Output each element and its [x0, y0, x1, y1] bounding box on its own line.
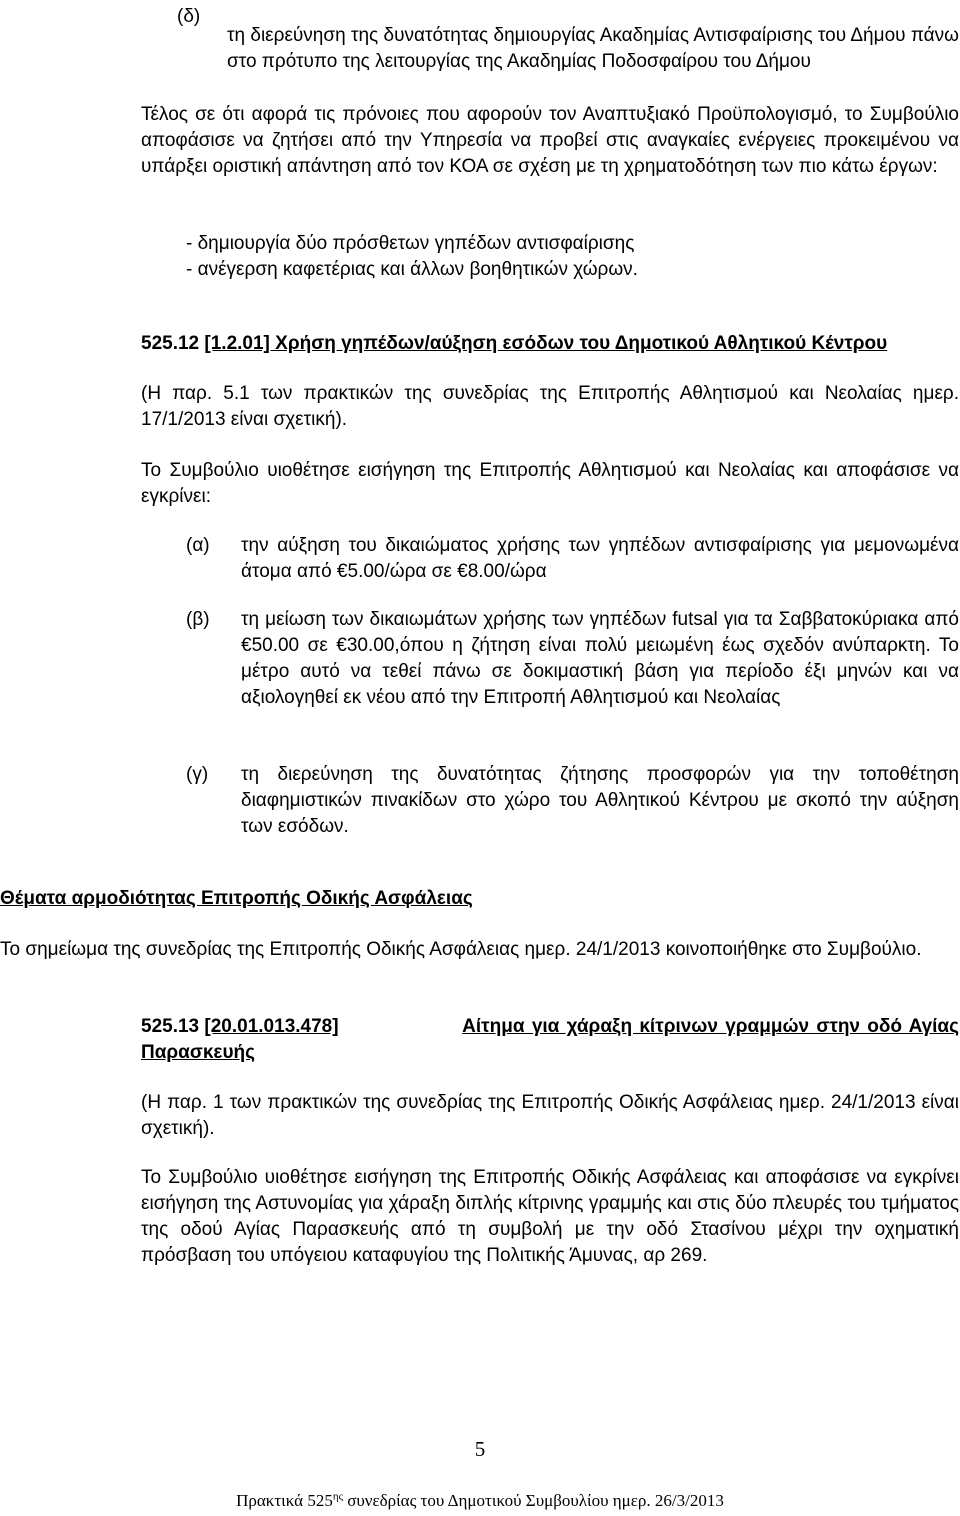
item-alpha-text: την αύξηση του δικαιώματος χρήσης των γηπέδων αντισφαίρισης για μεμονωμένα άτομα από €5.00/ώρα σε €8.00/ώρα	[241, 535, 959, 582]
item-delta-text: τη διερεύνηση της δυνατότητας δημιουργίας Ακαδημίας Αντισφαίρισης του Δήμου πάνω στο πρότυπο της λειτουργίας της Ακαδημίας Ποδοσφαίρου του Δήμου	[227, 25, 959, 72]
page-number: 5	[474, 1437, 486, 1461]
section-525-13-title-line1: Αίτημα για χάραξη κίτρινων γραμμών στην οδό Αγίας	[462, 1016, 959, 1037]
item-gamma-marker: (γ)	[186, 764, 209, 785]
section-525-12-heading: 525.12 [1.2.01] Χρήση γηπέδων/αύξηση εσόδων του Δημοτικού Αθλητικού Κέντρου	[141, 333, 888, 354]
item-alpha-marker: (α)	[186, 535, 210, 556]
section-525-13-heading	[141, 1014, 959, 1066]
road-safety-note: Το σημείωμα της συνεδρίας της Επιτροπής Οδικής Ασφάλειας ημερ. 24/1/2013 κοινοποιήθηκε στο Συμβούλιο.	[0, 939, 922, 960]
budget-bullet-2: - ανέγερση καφετέριας και άλλων βοηθητικών χώρων.	[186, 259, 638, 280]
page-footer: Πρακτικά $525^{\eta\varsigma}$ συνεδρίας του Δημοτικού Συμβουλίου ημερ. 26/3/2013	[236, 1490, 724, 1510]
development-budget-paragraph: Τέλος σε ότι αφορά τις πρόνοιες που αφορούν τον Αναπτυξιακό Προϋπολογισμό, το Συμβούλιο αποφάσισε να ζητήσει από την Υπηρεσία να προβεί στις αναγκαίες ενέργειες προκειμένου να υπάρξει οριστική απάντηση από τον ΚΟΑ σε σχέση με τη χρηματοδότηση των πιο κάτω έργων:	[141, 104, 959, 177]
item-beta-text: τη μείωση των δικαιωμάτων χρήσης των γηπέδων futsal για τα Σαββατοκύριακα από €50.00 σε €30.00,όπου η ζήτηση είναι πολύ μειωμένη έως σχεδόν ανύπαρκτη. Το μέτρο αυτό να τεθεί πάνω σε δοκιμαστική βάση για περίοδο έξι μηνών και να αξιολογηθεί εκ νέου από την Επιτροπή Αθλητισμού και Νεολαίας	[241, 609, 959, 708]
section-525-12-reference: (Η παρ. 5.1 των πρακτικών της συνεδρίας της Επιτροπής Αθλητισμού και Νεολαίας ημερ. 17/1/2013 είναι σχετική).	[141, 383, 959, 430]
section-525-12-decision: Το Συμβούλιο υιοθέτησε εισήγηση της Επιτροπής Αθλητισμού και Νεολαίας και αποφάσισε να εγκρίνει:	[141, 460, 959, 507]
item-gamma-text: τη διερεύνηση της δυνατότητας ζήτησης προσφορών για την τοποθέτηση διαφημιστικών πινακίδων στο χώρο του Αθλητικού Κέντρου με σκοπό την αύξηση των εσόδων.	[241, 764, 959, 837]
section-525-13-title-line2: Παρασκευής	[141, 1042, 255, 1063]
road-safety-heading: Θέματα αρμοδιότητας Επιτροπής Οδικής Ασφάλειας	[0, 888, 473, 909]
section-525-12-heading-underlined: [1.2.01] Χρήση γηπέδων/αύξηση εσόδων του Δημοτικού Αθλητικού Κέντρου	[204, 333, 888, 354]
budget-bullet-1: - δημιουργία δύο πρόσθετων γηπέδων αντισφαίρισης	[186, 233, 635, 254]
section-525-13-reference: (Η παρ. 1 των πρακτικών της συνεδρίας της Επιτροπής Οδικής Ασφάλειας ημερ. 24/1/2013 είναι σχετική).	[141, 1092, 959, 1139]
item-delta-marker: (δ)	[177, 6, 201, 27]
section-525-13-number-code: 525.13 [20.01.013.478]	[141, 1016, 339, 1037]
section-525-13-decision: Το Συμβούλιο υιοθέτησε εισήγηση της Επιτροπής Οδικής Ασφάλειας και αποφάσισε να εγκρίνει εισήγηση της Αστυνομίας για χάραξη διπλής κίτρινης γραμμής και στις δύο πλευρές του τμήματος της οδού Αγίας Παρασκευής από τη συμβολή με την οδό Στασίνου μέχρι την οχηματική πρόσβαση του υπόγειου καταφυγίου της Πολιτικής Άμυνας, αρ 269.	[141, 1167, 959, 1266]
item-beta-marker: (β)	[186, 609, 210, 630]
